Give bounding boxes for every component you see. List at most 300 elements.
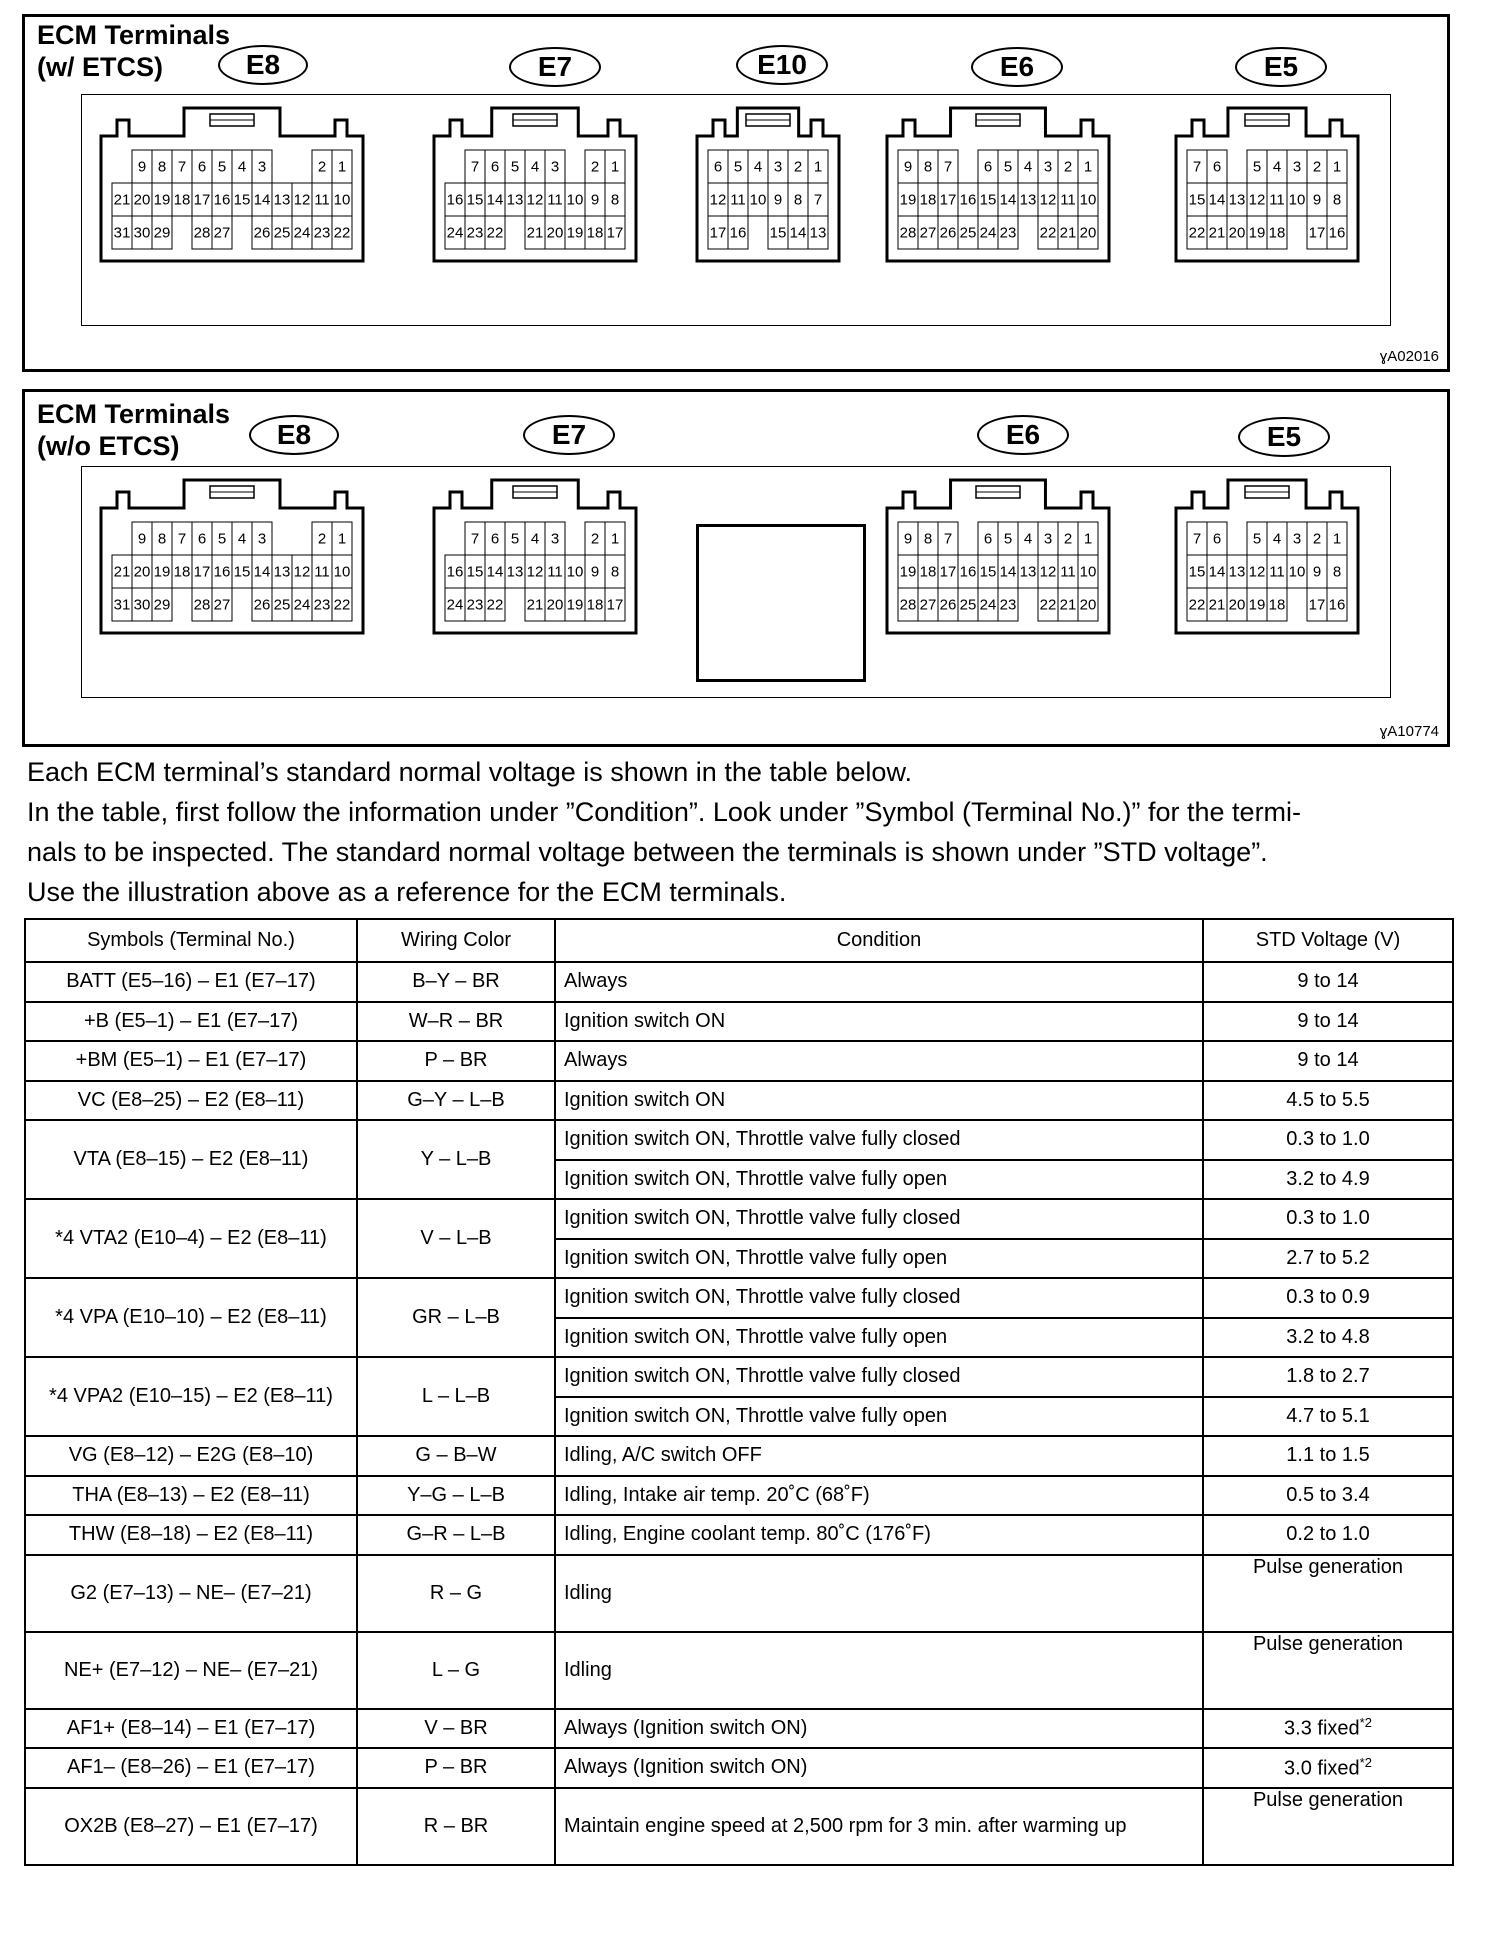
terminal-pin (1327, 183, 1347, 216)
terminal-pin (1247, 216, 1267, 249)
terminal-pin (445, 216, 465, 249)
svg-text:12: 12 (293, 563, 311, 581)
svg-text:2: 2 (590, 158, 600, 176)
terminal-pin (918, 150, 938, 183)
terminal-pin (998, 588, 1018, 621)
svg-text:9: 9 (1312, 563, 1322, 581)
terminal-pin (1267, 183, 1287, 216)
terminal-pin (978, 183, 998, 216)
svg-text:18: 18 (1268, 224, 1286, 242)
table-row (25, 1357, 1453, 1397)
svg-text:6: 6 (1212, 530, 1222, 548)
svg-text:9: 9 (590, 191, 600, 209)
table-row (25, 1555, 1453, 1632)
svg-text:16: 16 (213, 191, 231, 209)
terminal-pin (898, 183, 918, 216)
svg-text:20: 20 (1228, 224, 1246, 242)
svg-text:1: 1 (610, 530, 620, 548)
svg-text:22: 22 (1039, 224, 1057, 242)
connector-e8 (99, 478, 365, 640)
svg-text:10: 10 (1079, 563, 1097, 581)
cell-wiring-color: G–R – L–B (357, 1515, 555, 1555)
terminal-pin (1078, 522, 1098, 555)
terminal-pin (465, 555, 485, 588)
cell-condition: Ignition switch ON (555, 1002, 1203, 1042)
table-row (25, 1278, 1453, 1318)
svg-text:8: 8 (923, 530, 933, 548)
intro-line: Each ECM terminal’s standard normal voltage is shown in the table below. (27, 757, 912, 787)
svg-text:20: 20 (546, 596, 564, 614)
table-row (25, 1120, 1453, 1160)
svg-text:16: 16 (446, 191, 464, 209)
diagram-title (37, 19, 230, 83)
cell-std-voltage (1203, 962, 1453, 1002)
terminal-pin (1227, 183, 1247, 216)
terminal-pin (252, 183, 272, 216)
terminal-pin (788, 216, 808, 249)
cell-condition: Always (555, 1041, 1203, 1081)
svg-text:22: 22 (333, 224, 351, 242)
terminal-pin (1038, 183, 1058, 216)
svg-text:4: 4 (1272, 158, 1282, 176)
terminal-pin (1307, 588, 1327, 621)
terminal-pin (1307, 522, 1327, 555)
svg-text:10: 10 (566, 563, 584, 581)
terminal-pin (112, 183, 132, 216)
svg-text:7: 7 (943, 530, 953, 548)
terminal-pin (292, 588, 312, 621)
connector-e7 (432, 106, 638, 268)
std-voltage-value: 3.2 to 4.9 (1286, 1167, 1370, 1190)
cell-wiring-color: L – G (357, 1632, 555, 1709)
table-row (25, 1709, 1453, 1749)
terminal-pin (1287, 183, 1307, 216)
connector-face-e8 (99, 106, 365, 263)
std-voltage-value: 9 to 14 (1297, 970, 1359, 993)
terminal-pin (978, 150, 998, 183)
footnote-marker: *2 (1359, 1754, 1372, 1770)
footnote-marker: *2 (1359, 1715, 1372, 1731)
svg-text:21: 21 (1208, 224, 1226, 242)
svg-text:8: 8 (923, 158, 933, 176)
svg-text:25: 25 (273, 596, 291, 614)
svg-text:6: 6 (490, 158, 500, 176)
svg-text:24: 24 (446, 596, 464, 614)
terminal-pin (192, 150, 212, 183)
svg-text:15: 15 (769, 224, 787, 242)
terminal-pin (1287, 150, 1307, 183)
svg-text:23: 23 (999, 224, 1017, 242)
terminal-pin (485, 150, 505, 183)
svg-text:17: 17 (193, 191, 211, 209)
terminal-pin (192, 588, 212, 621)
terminal-pin (152, 150, 172, 183)
connector-face-e5 (1174, 478, 1360, 635)
terminal-pin (332, 216, 352, 249)
svg-text:4: 4 (1023, 530, 1033, 548)
svg-text:17: 17 (1308, 596, 1326, 614)
terminal-pin (1058, 555, 1078, 588)
cell-wiring-color: P – BR (357, 1748, 555, 1788)
svg-text:19: 19 (899, 191, 917, 209)
terminal-pin (505, 522, 525, 555)
terminal-pin (545, 522, 565, 555)
svg-text:27: 27 (919, 224, 937, 242)
terminal-pin (1227, 216, 1247, 249)
terminal-pin (172, 183, 192, 216)
svg-text:1: 1 (1083, 530, 1093, 548)
svg-text:22: 22 (1188, 224, 1206, 242)
terminal-pin (1078, 555, 1098, 588)
std-voltage-value: 9 to 14 (1297, 1009, 1359, 1032)
svg-text:25: 25 (959, 224, 977, 242)
terminal-pin (1207, 522, 1227, 555)
svg-text:24: 24 (979, 596, 997, 614)
svg-text:20: 20 (1228, 596, 1246, 614)
terminal-pin (192, 183, 212, 216)
connector-face-e6 (885, 478, 1111, 635)
svg-text:14: 14 (1208, 563, 1226, 581)
table-header-row (25, 919, 1453, 962)
terminal-pin (252, 150, 272, 183)
cell-std-voltage (1203, 1318, 1453, 1358)
terminal-pin (1187, 588, 1207, 621)
svg-text:23: 23 (466, 224, 484, 242)
svg-text:3: 3 (1043, 158, 1053, 176)
terminal-pin (1207, 555, 1227, 588)
connector-label-e10: E10 (736, 45, 828, 85)
intro-line: nals to be inspected. The standard normal voltage between the terminals is shown under ”STD voltage”. (27, 837, 1268, 867)
connector-label-e8: E8 (218, 45, 308, 85)
cell-symbol: AF1– (E8–26) – E1 (E7–17) (25, 1748, 357, 1788)
cell-symbol: THA (E8–13) – E2 (E8–11) (25, 1476, 357, 1516)
svg-text:7: 7 (177, 158, 187, 176)
terminal-pin (898, 522, 918, 555)
svg-text:3: 3 (257, 158, 267, 176)
svg-text:13: 13 (1019, 191, 1037, 209)
connector-e7 (432, 478, 638, 640)
cell-std-voltage (1203, 1278, 1453, 1318)
cell-std-voltage (1203, 1632, 1453, 1709)
svg-text:16: 16 (446, 563, 464, 581)
svg-text:5: 5 (1252, 530, 1262, 548)
svg-text:17: 17 (606, 224, 624, 242)
terminal-pin (465, 588, 485, 621)
svg-text:10: 10 (1288, 563, 1306, 581)
terminal-pin (1058, 183, 1078, 216)
terminal-pin (1058, 588, 1078, 621)
svg-text:24: 24 (446, 224, 464, 242)
svg-text:14: 14 (999, 563, 1017, 581)
terminal-pin (212, 588, 232, 621)
svg-text:2: 2 (1312, 530, 1322, 548)
svg-text:22: 22 (486, 596, 504, 614)
cell-symbol: *4 VTA2 (E10–4) – E2 (E8–11) (25, 1199, 357, 1278)
svg-text:15: 15 (466, 191, 484, 209)
terminal-pin (938, 522, 958, 555)
terminal-pin (938, 216, 958, 249)
cell-symbol: AF1+ (E8–14) – E1 (E7–17) (25, 1709, 357, 1749)
terminal-pin (485, 588, 505, 621)
cell-condition: Ignition switch ON, Throttle valve fully closed (555, 1199, 1203, 1239)
svg-text:9: 9 (590, 563, 600, 581)
connector-e6 (885, 478, 1111, 640)
svg-text:10: 10 (333, 191, 351, 209)
terminal-pin (485, 183, 505, 216)
std-voltage-value: Pulse generation (1252, 1555, 1404, 1578)
terminal-pin (1018, 183, 1038, 216)
terminal-pin (152, 183, 172, 216)
svg-text:4: 4 (753, 158, 763, 176)
terminal-pin (445, 555, 465, 588)
terminal-pin (332, 555, 352, 588)
terminal-pin (332, 522, 352, 555)
svg-text:19: 19 (566, 224, 584, 242)
intro-line: In the table, first follow the information under ”Condition”. Look under ”Symbol (Terminal No.)” for the termi- (27, 797, 1302, 827)
svg-text:15: 15 (1188, 191, 1206, 209)
svg-text:17: 17 (606, 596, 624, 614)
svg-text:14: 14 (486, 563, 504, 581)
svg-text:12: 12 (1248, 563, 1266, 581)
terminal-pin (112, 216, 132, 249)
terminal-pin (332, 183, 352, 216)
connector-label-e8: E8 (249, 415, 339, 455)
terminal-pin (898, 150, 918, 183)
svg-text:2: 2 (793, 158, 803, 176)
header-std-voltage: STD Voltage (V) (1203, 919, 1453, 962)
svg-text:23: 23 (466, 596, 484, 614)
ecm-terminals-no-etcs-diagram (22, 389, 1450, 747)
terminal-pin (605, 588, 625, 621)
cell-condition: Idling (555, 1632, 1203, 1709)
terminal-pin (192, 522, 212, 555)
svg-text:9: 9 (137, 530, 147, 548)
svg-text:24: 24 (979, 224, 997, 242)
svg-text:6: 6 (983, 530, 993, 548)
terminal-pin (1078, 588, 1098, 621)
svg-text:22: 22 (333, 596, 351, 614)
terminal-pin (958, 588, 978, 621)
svg-text:5: 5 (1252, 158, 1262, 176)
terminal-pin (152, 522, 172, 555)
svg-text:18: 18 (1268, 596, 1286, 614)
terminal-pin (212, 183, 232, 216)
svg-text:3: 3 (257, 530, 267, 548)
svg-text:7: 7 (470, 530, 480, 548)
terminal-pin (112, 555, 132, 588)
cell-std-voltage (1203, 1041, 1453, 1081)
cell-condition: Ignition switch ON, Throttle valve fully open (555, 1239, 1203, 1279)
terminal-pin (312, 216, 332, 249)
table-row (25, 1748, 1453, 1788)
svg-text:11: 11 (547, 191, 563, 209)
terminal-pin (212, 555, 232, 588)
diagram-title-line2: (w/ ETCS) (37, 52, 163, 82)
terminal-pin (1078, 183, 1098, 216)
svg-text:6: 6 (1212, 158, 1222, 176)
svg-text:28: 28 (899, 224, 917, 242)
svg-text:1: 1 (610, 158, 620, 176)
intro-text (27, 752, 1457, 912)
connector-e10 (695, 106, 841, 268)
terminal-pin (1267, 150, 1287, 183)
terminal-pin (605, 183, 625, 216)
svg-text:1: 1 (1083, 158, 1093, 176)
svg-text:25: 25 (959, 596, 977, 614)
svg-text:16: 16 (1328, 596, 1346, 614)
terminal-pin (998, 522, 1018, 555)
table-row (25, 1199, 1453, 1239)
terminal-pin (1038, 150, 1058, 183)
svg-text:5: 5 (217, 530, 227, 548)
terminal-pin (1038, 588, 1058, 621)
cell-symbol: VTA (E8–15) – E2 (E8–11) (25, 1120, 357, 1199)
svg-text:7: 7 (1192, 158, 1202, 176)
svg-text:13: 13 (1228, 191, 1246, 209)
svg-text:14: 14 (253, 191, 271, 209)
std-voltage-value: 4.7 to 5.1 (1286, 1404, 1370, 1427)
terminal-pin (1078, 216, 1098, 249)
svg-text:11: 11 (1060, 563, 1076, 581)
terminal-pin (292, 216, 312, 249)
svg-text:25: 25 (273, 224, 291, 242)
std-voltage-value: 1.1 to 1.5 (1286, 1444, 1370, 1467)
connector-face-e7 (432, 106, 638, 263)
cell-symbol: THW (E8–18) – E2 (E8–11) (25, 1515, 357, 1555)
terminal-pin (938, 588, 958, 621)
cell-symbol: NE+ (E7–12) – NE– (E7–21) (25, 1632, 357, 1709)
cell-symbol: OX2B (E8–27) – E1 (E7–17) (25, 1788, 357, 1865)
svg-text:23: 23 (313, 224, 331, 242)
svg-text:28: 28 (193, 224, 211, 242)
cell-condition: Idling (555, 1555, 1203, 1632)
terminal-pin (1187, 555, 1207, 588)
svg-text:9: 9 (1312, 191, 1322, 209)
terminal-pin (1247, 183, 1267, 216)
terminal-pin (272, 588, 292, 621)
terminal-pin (918, 183, 938, 216)
terminal-pin (585, 216, 605, 249)
cell-wiring-color: V – L–B (357, 1199, 555, 1278)
svg-text:4: 4 (1023, 158, 1033, 176)
terminal-pin (485, 555, 505, 588)
svg-text:21: 21 (1059, 596, 1077, 614)
svg-text:30: 30 (133, 224, 151, 242)
table-row (25, 1476, 1453, 1516)
cell-symbol: BATT (E5–16) – E1 (E7–17) (25, 962, 357, 1002)
terminal-pin (1307, 150, 1327, 183)
terminal-pin (172, 150, 192, 183)
svg-text:14: 14 (999, 191, 1017, 209)
terminal-pin (132, 183, 152, 216)
cell-wiring-color: Y–G – L–B (357, 1476, 555, 1516)
terminal-pin (1187, 216, 1207, 249)
svg-text:12: 12 (1248, 191, 1266, 209)
std-voltage-value: 2.7 to 5.2 (1286, 1246, 1370, 1269)
svg-text:21: 21 (1208, 596, 1226, 614)
svg-text:17: 17 (709, 224, 727, 242)
terminal-pin (172, 522, 192, 555)
std-voltage-value: 3.2 to 4.8 (1286, 1325, 1370, 1348)
connector-label-e6: E6 (977, 415, 1069, 455)
terminal-pin (525, 555, 545, 588)
svg-text:26: 26 (939, 596, 957, 614)
svg-text:12: 12 (293, 191, 311, 209)
std-voltage-value: 0.2 to 1.0 (1286, 1523, 1370, 1546)
connector-e8 (99, 106, 365, 268)
terminal-pin (505, 183, 525, 216)
svg-text:11: 11 (1060, 191, 1076, 209)
svg-text:31: 31 (113, 224, 131, 242)
cell-std-voltage (1203, 1199, 1453, 1239)
svg-text:3: 3 (1043, 530, 1053, 548)
svg-text:16: 16 (1328, 224, 1346, 242)
svg-text:21: 21 (526, 596, 544, 614)
svg-text:1: 1 (1332, 158, 1342, 176)
svg-text:1: 1 (337, 158, 347, 176)
svg-text:19: 19 (899, 563, 917, 581)
svg-text:2: 2 (1312, 158, 1322, 176)
svg-text:7: 7 (1192, 530, 1202, 548)
connector-label-e5: E5 (1238, 417, 1330, 457)
svg-text:18: 18 (586, 596, 604, 614)
cell-condition: Always (Ignition switch ON) (555, 1748, 1203, 1788)
svg-text:11: 11 (1269, 563, 1285, 581)
terminal-pin (152, 588, 172, 621)
svg-text:11: 11 (314, 191, 330, 209)
svg-text:21: 21 (1059, 224, 1077, 242)
svg-text:17: 17 (939, 563, 957, 581)
cell-std-voltage (1203, 1357, 1453, 1397)
svg-text:17: 17 (939, 191, 957, 209)
svg-text:13: 13 (506, 563, 524, 581)
svg-text:2: 2 (590, 530, 600, 548)
svg-text:21: 21 (526, 224, 544, 242)
cell-std-voltage (1203, 1476, 1453, 1516)
terminal-pin (445, 183, 465, 216)
terminal-pin (485, 522, 505, 555)
svg-text:12: 12 (709, 191, 727, 209)
svg-text:20: 20 (133, 563, 151, 581)
svg-text:16: 16 (729, 224, 747, 242)
terminal-pin (545, 216, 565, 249)
diagram-title-line1: ECM Terminals (37, 20, 231, 50)
svg-text:16: 16 (959, 191, 977, 209)
terminal-pin (1207, 150, 1227, 183)
terminal-pin (465, 183, 485, 216)
terminal-pin (808, 183, 828, 216)
terminal-pin (252, 522, 272, 555)
terminal-pin (312, 555, 332, 588)
svg-text:1: 1 (1332, 530, 1342, 548)
cell-condition: Ignition switch ON, Throttle valve fully closed (555, 1357, 1203, 1397)
terminal-pin (1327, 555, 1347, 588)
connector-label-e7: E7 (523, 415, 615, 455)
svg-text:7: 7 (470, 158, 480, 176)
terminal-pin (565, 555, 585, 588)
connector-label-e5: E5 (1235, 47, 1327, 87)
terminal-pin (1327, 588, 1347, 621)
terminal-pin (1207, 216, 1227, 249)
terminal-pin (978, 588, 998, 621)
terminal-pin (525, 588, 545, 621)
terminal-pin (1078, 150, 1098, 183)
figure-reference: ɣA02016 (1379, 348, 1439, 365)
svg-text:2: 2 (1063, 158, 1073, 176)
terminal-pin (585, 522, 605, 555)
svg-text:4: 4 (1272, 530, 1282, 548)
svg-text:3: 3 (1292, 530, 1302, 548)
